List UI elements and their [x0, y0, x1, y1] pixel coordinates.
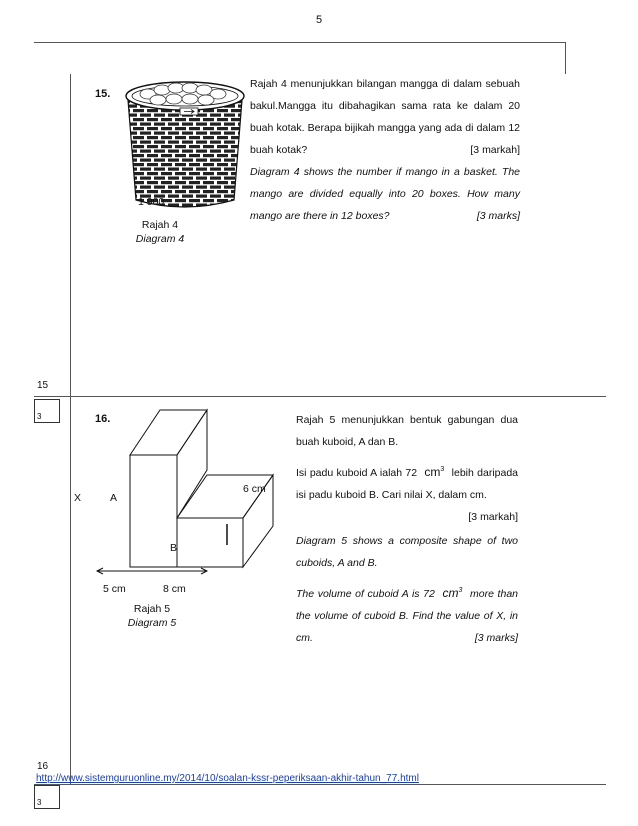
label-a: A — [110, 492, 118, 504]
top-rule — [34, 42, 566, 43]
label-x: X — [74, 492, 82, 504]
question-15-text-malay: Rajah 4 menunjukkan bilangan mangga di dalam sebuah bakul.Mangga itu dibahagikan sama rata ke dalam 20 buah kotak. Berapa bijikah mangga yang ada di dalam 12 buah kotak? [3 markah] — [250, 73, 520, 161]
diagram-4-caption-english: Diagram 4 — [135, 233, 185, 245]
question-separator — [34, 396, 606, 397]
margin-line — [70, 74, 71, 784]
margin-number-16: 16 — [37, 761, 49, 772]
question-16-marks-malay: [3 markah] — [468, 511, 518, 523]
label-b: B — [170, 542, 178, 554]
label-8cm: 8 cm — [163, 583, 186, 595]
marks-box-15[interactable]: 3 — [34, 399, 60, 423]
page-number: 5 — [315, 14, 323, 26]
question-15-number: 15. — [95, 88, 111, 100]
bottom-rule — [34, 784, 606, 785]
marks-box-16[interactable]: 3 — [34, 785, 60, 809]
question-16-intro-english: Diagram 5 shows a composite shape of two cuboids, A and B. — [296, 535, 518, 569]
diagram-5-caption-english: Diagram 5 — [127, 617, 177, 629]
top-rule-tick — [565, 42, 566, 74]
unit-cm3-malay: $cm^3$ — [424, 465, 445, 479]
label-6cm: 6 cm — [243, 483, 266, 495]
footer-url-link[interactable]: http://www.sistemguruonline.my/2014/10/soalan-kssr-peperiksaan-akhir-tahun_77.html — [36, 773, 419, 784]
basket-count-label: 1 900 — [138, 196, 165, 208]
diagram-4-caption-malay: Rajah 4 — [141, 219, 179, 231]
question-16-marks-english: [3 marks] — [474, 632, 518, 644]
question-16-text-malay: Isi padu kuboid A ialah 72 $cm^3$ lebih daripada isi padu kuboid B. Cari nilai X, dalam cm. [3 markah] — [296, 459, 518, 528]
diagram-5-caption-malay: Rajah 5 — [133, 603, 171, 615]
question-16-intro-malay: Rajah 5 menunjukkan bentuk gabungan dua buah kuboid, A dan B. — [296, 414, 518, 448]
question-16-text-english: The volume of cuboid A is 72 $cm^3$ more than the volume of cuboid B. Find the value of X, in cm. [3 marks] — [296, 580, 518, 649]
label-5cm: 5 cm — [103, 583, 126, 595]
unit-cm3-english: $cm^3$ — [442, 586, 463, 600]
question-15-marks-english: [3 marks] — [476, 210, 520, 222]
margin-number-15: 15 — [37, 380, 49, 391]
question-15-text-english: Diagram 4 shows the number if mango in a basket. The mango are divided equally into 20 boxes. How many mango are there in 12 boxes? [3 marks] — [250, 161, 520, 227]
question-16-number: 16. — [95, 413, 111, 425]
question-15-marks-malay: [3 markah] — [470, 144, 520, 156]
